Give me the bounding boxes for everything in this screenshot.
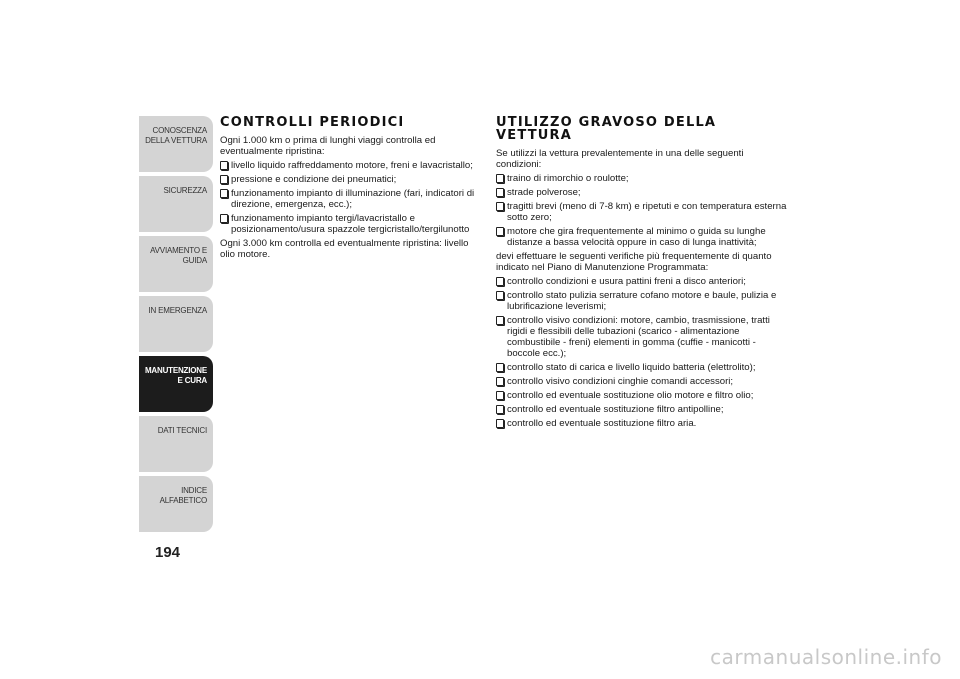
controlli-title: CONTROLLI PERIODICI — [220, 115, 405, 130]
tab-label: AVVIAMENTO E GUIDA — [150, 246, 207, 265]
tab-label: MANUTENZIONE E CURA — [144, 366, 207, 385]
tab-label: SICUREZZA — [163, 186, 207, 195]
page-number: 194 — [155, 544, 181, 561]
list-item: controllo stato pulizia serrature cofano motore e baule, pulizia e lubrificazione leverismi; — [496, 290, 788, 312]
tab-sicurezza[interactable] — [139, 176, 213, 232]
list-item: controllo condizioni e usura pattini freni a disco anteriori; — [496, 276, 788, 287]
list-item: livello liquido raffreddamento motore, freni e lavacristallo; — [220, 160, 482, 171]
list-item: controllo visivo condizioni cinghie comandi accessori; — [496, 376, 788, 387]
list-item: controllo visivo condizioni: motore, cambio, trasmissione, tratti rigidi e flessibili delle tubazioni (scarico - alimentazione combustibile - freni) elementi in gomma (cuffie - manicotti - boccole ecc.); — [496, 315, 788, 359]
tab-emergenza[interactable] — [139, 296, 213, 352]
list-item: funzionamento impianto tergi/lavacristallo e posizionamento/usura spazzole tergicristallo/tergilunotto — [220, 213, 482, 235]
controlli-intro: Ogni 1.000 km o prima di lunghi viaggi controlla ed eventualmente ripristina: — [220, 135, 436, 157]
tab-label: IN EMERGENZA — [148, 306, 207, 315]
checks-list — [496, 276, 788, 429]
controlli-section — [220, 116, 482, 263]
list-item: controllo ed eventuale sostituzione olio motore e filtro olio; — [496, 390, 788, 401]
list-item: controllo ed eventuale sostituzione filtro antipolline; — [496, 404, 788, 415]
controlli-list — [220, 160, 482, 235]
chapter-sidebar — [139, 116, 213, 536]
gravoso-title: UTILIZZO GRAVOSO DELLA VETTURA — [496, 115, 717, 143]
tab-avviamento[interactable] — [139, 236, 213, 292]
tab-label: CONOSCENZA DELLA VETTURA — [145, 126, 207, 145]
list-item: controllo ed eventuale sostituzione filtro aria. — [496, 418, 788, 429]
list-item: pressione e condizione dei pneumatici; — [220, 174, 482, 185]
tab-conoscenza[interactable] — [139, 116, 213, 172]
controlli-outro: Ogni 3.000 km controlla ed eventualmente ripristina: livello olio motore. — [220, 238, 469, 260]
tab-label: DATI TECNICI — [157, 426, 207, 435]
watermark: carmanualsonline.info — [710, 645, 942, 669]
conditions-list — [496, 173, 788, 248]
tab-dati-tecnici[interactable] — [139, 416, 213, 472]
list-item: motore che gira frequentemente al minimo o guida su lunghe distanze a bassa velocità oppure in caso di lunga inattività; — [496, 226, 788, 248]
gravoso-section — [496, 116, 788, 432]
gravoso-intro: Se utilizzi la vettura prevalentemente in una delle seguenti condizioni: — [496, 148, 744, 170]
tab-label: INDICE ALFABETICO — [159, 486, 207, 505]
list-item: tragitti brevi (meno di 7-8 km) e ripetuti e con temperatura esterna sotto zero; — [496, 201, 788, 223]
tab-indice[interactable] — [139, 476, 213, 532]
list-item: strade polverose; — [496, 187, 788, 198]
gravoso-middle: devi effettuare le seguenti verifiche più frequentemente di quanto indicato nel Piano di Manutenzione Programmata: — [496, 251, 772, 273]
list-item: traino di rimorchio o roulotte; — [496, 173, 788, 184]
tab-manutenzione[interactable] — [139, 356, 213, 412]
list-item: funzionamento impianto di illuminazione (fari, indicatori di direzione, emergenza, ecc.); — [220, 188, 482, 210]
list-item: controllo stato di carica e livello liquido batteria (elettrolito); — [496, 362, 788, 373]
